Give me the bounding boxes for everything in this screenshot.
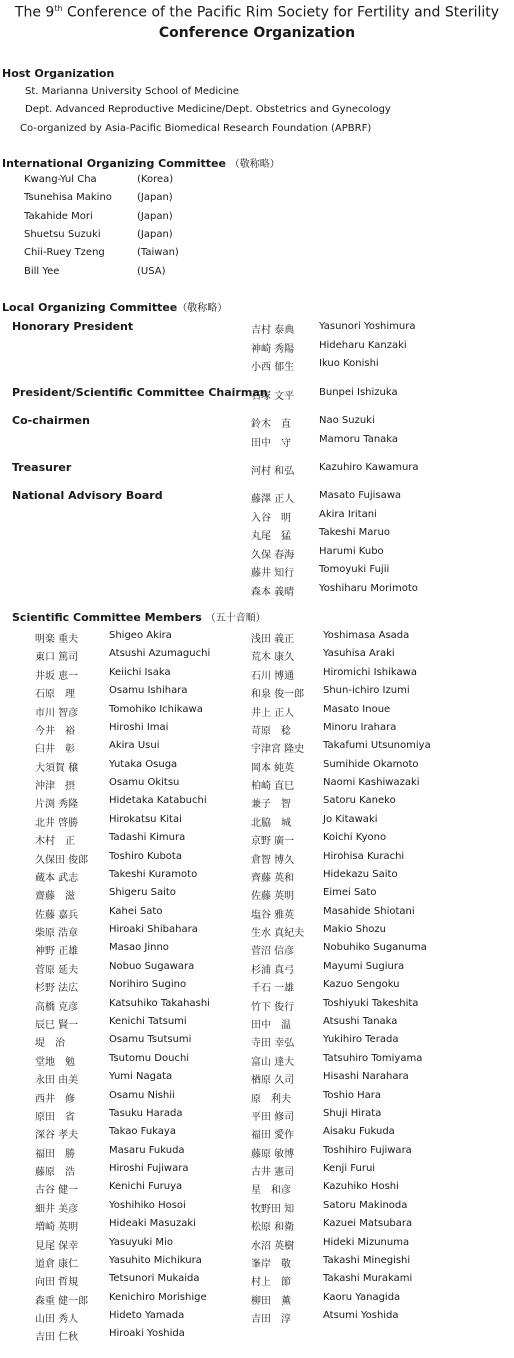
page-subtitle: Conference Organization — [158, 25, 356, 41]
member-name-en: Hirohisa Kurachi — [323, 850, 405, 862]
member-name-en: Akira Iritani — [319, 508, 377, 520]
member-name-jp: 入谷 明 — [251, 512, 291, 524]
member-name-en: Yukihiro Terada — [323, 1034, 399, 1046]
member-name-jp: 佐藤 嘉兵 — [35, 909, 79, 921]
member-name-en: Toshiro Kubota — [109, 850, 182, 862]
member-name-jp: 水沼 英樹 — [251, 1240, 295, 1252]
intl-member-country: (Japan) — [137, 210, 173, 222]
member-name-en: Tomohiko Ichikawa — [109, 703, 203, 715]
member-name-jp: 今井 裕 — [35, 725, 75, 737]
member-name-jp: 古谷 健一 — [35, 1185, 79, 1197]
member-name-jp: 齊藤 英和 — [251, 872, 295, 884]
member-name-en: Hiroaki Shibahara — [109, 924, 198, 936]
member-name-en: Shigeru Saito — [109, 887, 176, 899]
member-name-en: Nobuhiko Suganuma — [323, 942, 427, 954]
intl-member-country: (Korea) — [137, 174, 174, 185]
intl-member-name: Takahide Mori — [24, 210, 93, 222]
member-name-jp: 東口 篤司 — [35, 652, 79, 664]
host-line: Co-organized by Asia-Pacific Biomedical Research Foundation (APBRF) — [20, 123, 372, 134]
member-name-en: Hidetaka Katabuchi — [109, 795, 207, 807]
member-name-jp: 京野 廣一 — [251, 836, 295, 848]
member-name-jp: 松原 和衛 — [251, 1222, 295, 1234]
member-name-en: Hideharu Kanzaki — [319, 339, 407, 351]
member-name-jp: 吉田 仁秋 — [35, 1332, 79, 1344]
member-name-en: Yutaka Osuga — [109, 758, 178, 770]
member-name-jp: 森本 義晴 — [251, 586, 295, 598]
member-name-en: Kenichi Furuya — [109, 1181, 183, 1193]
member-name-en: Shun-ichiro Izumi — [323, 685, 410, 697]
member-name-jp: 星 和彦 — [251, 1185, 291, 1197]
local-heading: Local Organizing Committee（敬称略） — [2, 301, 228, 314]
member-name-en: Katsuhiko Takahashi — [109, 997, 210, 1009]
role-label: National Advisory Board — [12, 489, 163, 502]
member-name-jp: 兼子 智 — [251, 799, 291, 811]
member-name-jp: 西井 修 — [35, 1093, 75, 1105]
member-name-jp: 河村 和弘 — [251, 466, 295, 477]
member-name-en: Yasuyuki Mio — [109, 1236, 173, 1248]
member-name-jp: 木村 正 — [35, 836, 75, 848]
member-name-en: Yoshiharu Morimoto — [319, 582, 418, 594]
member-name-jp: 生水 真紀夫 — [251, 928, 305, 940]
member-name-jp: 神野 正雄 — [35, 946, 79, 958]
member-name-jp: 原 利夫 — [251, 1093, 291, 1105]
scientific-heading: Scientific Committee Members （五十音順） — [12, 611, 266, 624]
member-name-jp: 柳田 薫 — [251, 1295, 291, 1307]
member-name-jp: 竹下 俊行 — [251, 1001, 295, 1013]
member-name-jp: 塩谷 雅英 — [251, 909, 295, 921]
member-name-jp: 原田 省 — [35, 1111, 75, 1123]
member-name-en: Hideto Yamada — [109, 1310, 185, 1322]
member-name-jp: 和泉 俊一郎 — [251, 689, 305, 701]
intl-member-country: (Japan) — [137, 228, 173, 240]
member-name-en: Naomi Kashiwazaki — [323, 777, 420, 789]
page-title: The 9th Conference of the Pacific Rim Society for Fertility and Sterility — [14, 4, 500, 21]
host-line: Dept. Advanced Reproductive Medicine/Dept. Obstetrics and Gynecology — [25, 104, 391, 115]
member-name-jp: 石原 理 — [35, 689, 75, 701]
member-name-en: Tasuku Harada — [109, 1107, 183, 1119]
member-name-jp: 齋藤 滋 — [35, 891, 75, 903]
member-name-jp: 菅沼 信彦 — [251, 946, 295, 958]
member-name-jp: 森重 健一郎 — [35, 1295, 89, 1307]
member-name-jp: 藤原 浩 — [35, 1167, 75, 1179]
member-name-en: Koichi Kyono — [323, 832, 387, 844]
member-name-jp: 臼井 彰 — [35, 744, 75, 756]
host-heading: Host Organization — [2, 67, 115, 80]
member-name-jp: 明楽 重夫 — [35, 634, 79, 645]
member-name-en: Minoru Irahara — [323, 721, 397, 733]
member-name-en: Masato Inoue — [323, 703, 391, 715]
member-name-jp: 杉浦 真弓 — [251, 964, 295, 976]
member-name-en: Hirokatsu Kitai — [109, 813, 182, 825]
member-name-jp: 田中 温 — [251, 1019, 291, 1031]
member-name-en: Atsushi Azumaguchi — [109, 648, 211, 660]
member-name-en: Takashi Minegishi — [323, 1254, 411, 1266]
member-name-jp: 古井 憲司 — [251, 1167, 295, 1179]
member-name-en: Hiromichi Ishikawa — [323, 666, 417, 678]
member-name-jp: 井上 正人 — [251, 707, 295, 719]
member-name-jp: 福田 愛作 — [251, 1130, 295, 1142]
member-name-en: Toshihiro Fujiwara — [323, 1144, 412, 1156]
member-name-en: Tomoyuki Fujii — [319, 564, 390, 575]
member-name-en: Yasunori Yoshimura — [319, 321, 416, 332]
member-name-jp: 神崎 秀陽 — [251, 343, 295, 355]
member-name-jp: 菅原 延夫 — [35, 964, 79, 976]
member-name-en: Nobuo Sugawara — [109, 960, 195, 972]
member-name-en: Jo Kitawaki — [323, 813, 378, 825]
member-name-en: Yasuhito Michikura — [109, 1254, 202, 1266]
intl-member-name: Tsunehisa Makino — [24, 192, 112, 204]
member-name-en: Norihiro Sugino — [109, 979, 187, 991]
member-name-en: Tsutomu Douchi — [109, 1052, 190, 1064]
member-name-en: Mamoru Tanaka — [319, 433, 399, 445]
member-name-en: Satoru Makinoda — [323, 1199, 408, 1211]
member-name-en: Ikuo Konishi — [319, 358, 379, 369]
member-name-en: Osamu Okitsu — [109, 777, 180, 789]
member-name-en: Takafumi Utsunomiya — [323, 740, 431, 752]
member-name-jp: 丸尾 猛 — [251, 531, 291, 542]
member-name-jp: 平田 修司 — [251, 1111, 295, 1123]
intl-member-name: Shuetsu Suzuki — [24, 228, 101, 240]
member-name-en: Shuji Hirata — [323, 1107, 382, 1119]
member-name-en: Kaoru Yanagida — [323, 1291, 401, 1303]
member-name-en: Hideki Mizunuma — [323, 1236, 410, 1248]
role-label: Treasurer — [12, 461, 72, 474]
member-name-en: Mayumi Sugiura — [323, 960, 405, 972]
member-name-en: Makio Shozu — [323, 924, 387, 936]
member-name-jp: 井坂 恵一 — [35, 670, 79, 682]
role-label: Honorary President — [12, 320, 134, 333]
member-name-en: Takashi Murakami — [323, 1273, 413, 1285]
member-name-en: Kenichiro Morishige — [109, 1291, 207, 1303]
member-name-jp: 柏崎 直巳 — [251, 781, 295, 793]
intl-heading: International Organizing Committee （敬称略） — [2, 157, 280, 170]
member-name-jp: 堂地 勉 — [35, 1056, 75, 1068]
member-name-jp: 高橋 克彦 — [35, 1001, 79, 1013]
member-name-jp: 藤原 敏博 — [251, 1148, 295, 1160]
member-name-en: Kazuhiro Kawamura — [319, 462, 419, 473]
member-name-en: Takeshi Kuramoto — [109, 868, 198, 880]
member-name-jp: 吉田 淳 — [251, 1314, 291, 1326]
member-name-en: Kazuei Matsubara — [323, 1218, 413, 1230]
intl-member-name: Kwang-Yul Cha — [24, 174, 97, 185]
member-name-jp: 倉智 博久 — [251, 854, 295, 866]
member-name-jp: 片渕 秀隆 — [35, 799, 79, 811]
member-name-jp: 佐藤 英明 — [251, 891, 295, 903]
member-name-jp: 山田 秀人 — [35, 1314, 79, 1326]
member-name-jp: 北脇 城 — [251, 817, 291, 829]
member-name-jp: 藤澤 正人 — [251, 494, 295, 505]
intl-member-name: Chii-Ruey Tzeng — [24, 247, 105, 259]
member-name-en: Toshiyuki Takeshita — [323, 997, 419, 1009]
member-name-en: Kahei Sato — [109, 905, 163, 917]
member-name-jp: 村上 節 — [251, 1277, 291, 1289]
member-name-jp: 永田 由美 — [35, 1075, 79, 1087]
member-name-jp: 細井 美彦 — [35, 1203, 79, 1215]
member-name-en: Hiroshi Imai — [109, 721, 169, 733]
member-name-jp: 沖津 摂 — [35, 781, 75, 793]
intl-member-country: (Taiwan) — [137, 247, 179, 259]
member-name-jp: 堤 治 — [35, 1038, 65, 1050]
member-name-jp: 増崎 英明 — [35, 1222, 79, 1234]
member-name-en: Osamu Tsutsumi — [109, 1034, 192, 1046]
member-name-en: Kenichi Tatsumi — [109, 1015, 187, 1027]
role-label: President/Scientific Committee Chairman — [12, 386, 268, 399]
member-name-jp: 宇津宮 隆史 — [251, 744, 305, 756]
member-name-jp: 深谷 孝夫 — [35, 1130, 79, 1142]
member-name-en: Hiroshi Fujiwara — [109, 1163, 189, 1175]
member-name-en: Masato Fujisawa — [319, 490, 402, 501]
member-name-en: Masahide Shiotani — [323, 905, 415, 917]
member-name-jp: 千石 一雄 — [251, 983, 295, 995]
member-name-jp: 寺田 幸弘 — [251, 1038, 295, 1050]
member-name-jp: 荒木 康久 — [251, 652, 295, 664]
member-name-jp: 楢原 久司 — [251, 1075, 295, 1087]
member-name-jp: 富山 達大 — [251, 1056, 295, 1068]
member-name-en: Takao Fukaya — [109, 1126, 176, 1138]
member-name-jp: 田中 守 — [251, 437, 291, 449]
member-name-en: Osamu Nishii — [109, 1089, 175, 1101]
member-name-en: Atsushi Tanaka — [323, 1015, 398, 1027]
member-name-jp: 市川 智彦 — [35, 707, 79, 719]
member-name-en: Satoru Kaneko — [323, 795, 396, 807]
member-name-jp: 小西 郁生 — [251, 362, 295, 373]
intl-member-name: Bill Yee — [24, 265, 60, 277]
member-name-jp: 柴原 浩章 — [35, 928, 79, 940]
member-name-en: Shigeo Akira — [109, 630, 172, 641]
member-name-en: Aisaku Fukuda — [323, 1126, 395, 1138]
member-name-jp: 峯岸 敬 — [251, 1258, 291, 1270]
member-name-en: Akira Usui — [109, 740, 160, 752]
member-name-en: Tadashi Kimura — [109, 832, 186, 844]
member-name-en: Kazuhiko Hoshi — [323, 1181, 399, 1193]
intl-member-country: (Japan) — [137, 192, 173, 204]
member-name-jp: 杉野 法広 — [35, 983, 79, 995]
intl-member-country: (USA) — [137, 265, 166, 277]
member-name-jp: 久保 春海 — [251, 549, 295, 561]
member-name-jp: 石塚 文平 — [251, 391, 295, 402]
member-name-jp: 浅田 義正 — [251, 634, 295, 645]
member-name-en: Eimei Sato — [323, 887, 377, 899]
member-name-jp: 牧野田 知 — [251, 1203, 295, 1215]
member-name-jp: 北井 啓勝 — [35, 817, 79, 829]
member-name-en: Harumi Kubo — [319, 545, 384, 557]
member-name-en: Nao Suzuki — [319, 415, 375, 426]
member-name-jp: 道倉 康仁 — [35, 1258, 79, 1270]
member-name-en: Takeshi Maruo — [319, 527, 390, 538]
member-name-en: Hidekazu Saito — [323, 868, 398, 880]
member-name-en: Hisashi Narahara — [323, 1071, 409, 1083]
member-name-jp: 藤井 知行 — [251, 568, 295, 579]
member-name-en: Keiichi Isaka — [109, 666, 171, 678]
member-name-en: Yoshihiko Hosoi — [109, 1199, 186, 1211]
member-name-en: Yumi Nagata — [109, 1071, 173, 1083]
member-name-jp: 辰巳 賢一 — [35, 1019, 79, 1031]
member-name-en: Sumihide Okamoto — [323, 758, 419, 770]
member-name-jp: 岡本 純英 — [251, 762, 295, 774]
member-name-en: Kenji Furui — [323, 1163, 376, 1175]
member-name-jp: 吉村 泰典 — [251, 325, 295, 336]
member-name-en: Kazuo Sengoku — [323, 979, 400, 991]
member-name-en: Masaru Fukuda — [109, 1144, 185, 1156]
member-name-en: Tetsunori Mukaida — [109, 1273, 200, 1285]
host-line: St. Marianna University School of Medicine — [25, 86, 239, 97]
member-name-jp: 久保田 俊郎 — [35, 854, 89, 866]
member-name-jp: 鈴木 直 — [251, 419, 291, 430]
member-name-en: Hideaki Masuzaki — [109, 1218, 196, 1230]
member-name-en: Masao Jinno — [109, 942, 169, 954]
member-name-jp: 石川 博通 — [251, 670, 295, 682]
member-name-en: Toshio Hara — [323, 1089, 382, 1101]
member-name-en: Tatsuhiro Tomiyama — [323, 1052, 423, 1064]
member-name-jp: 苛原 稔 — [251, 725, 291, 737]
member-name-jp: 向田 哲規 — [35, 1277, 79, 1289]
member-name-jp: 大須賀 穣 — [35, 762, 79, 774]
member-name-jp: 福田 勝 — [35, 1148, 75, 1160]
member-name-en: Yasuhisa Araki — [323, 648, 395, 660]
member-name-en: Bunpei Ishizuka — [319, 387, 398, 398]
role-label: Co-chairmen — [12, 414, 90, 427]
member-name-en: Osamu Ishihara — [109, 685, 188, 697]
member-name-en: Hiroaki Yoshida — [109, 1328, 185, 1340]
member-name-jp: 蔵本 武志 — [35, 872, 79, 884]
member-name-en: Atsumi Yoshida — [323, 1310, 399, 1322]
member-name-jp: 見尾 保幸 — [35, 1240, 79, 1252]
member-name-en: Yoshimasa Asada — [323, 630, 410, 641]
